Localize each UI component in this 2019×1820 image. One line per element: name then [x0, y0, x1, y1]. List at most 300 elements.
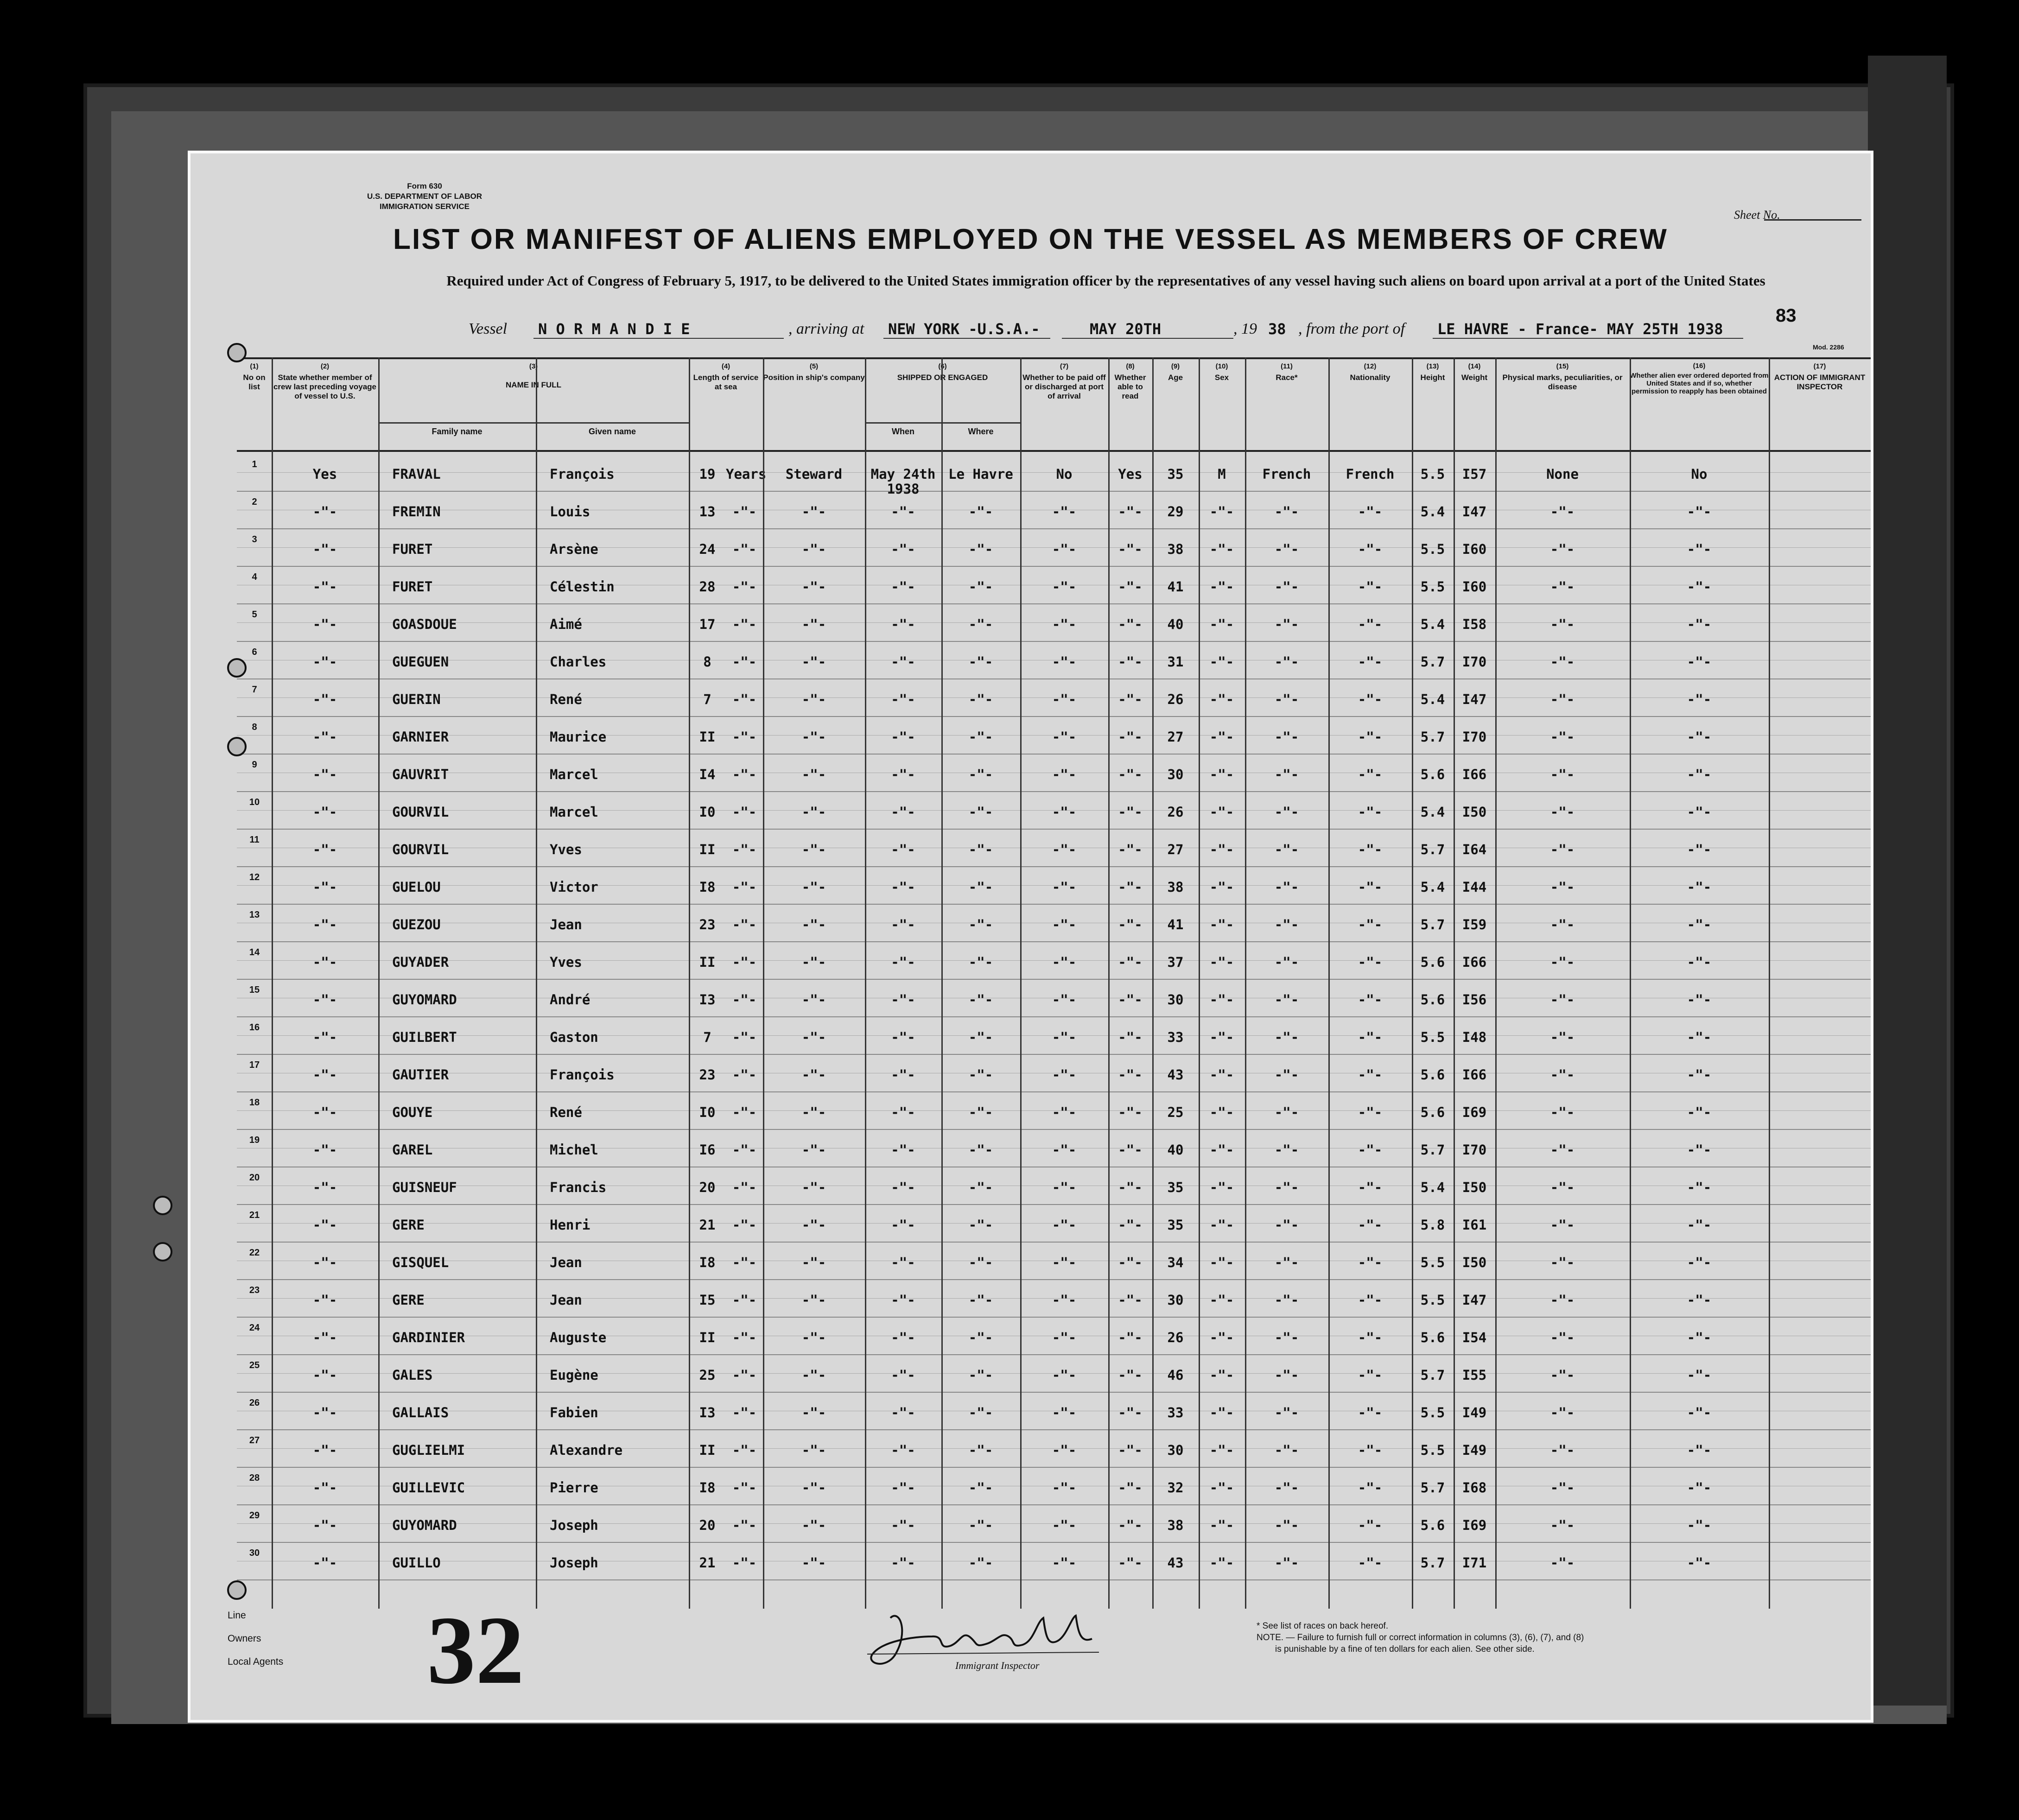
line-number: 25 [249, 1360, 260, 1370]
cell-wt: I57 [1462, 466, 1487, 482]
cell-where: Le Havre [948, 466, 1013, 482]
cell-age: 40 [1167, 616, 1184, 632]
cell-pos: -"- [801, 729, 826, 745]
line-number: 26 [249, 1398, 260, 1408]
cell-age: 26 [1167, 691, 1184, 707]
cell-wt: I64 [1462, 842, 1487, 857]
column-rule [272, 357, 273, 1609]
row-rule [237, 1317, 1871, 1318]
cell-sex: -"- [1209, 992, 1234, 1008]
line-number: 29 [249, 1510, 260, 1521]
cell-race: -"- [1274, 654, 1299, 670]
cell-pos: -"- [801, 1517, 826, 1533]
cell-age: 27 [1167, 729, 1184, 745]
cell-read: -"- [1118, 504, 1143, 520]
cell-ht: 5.6 [1420, 1104, 1445, 1120]
line-number: 16 [249, 1022, 260, 1033]
cell-marks: -"- [1550, 579, 1575, 595]
footer-owners-label: Owners [228, 1633, 261, 1644]
cell-paid: -"- [1052, 616, 1077, 632]
cell-family: GARDINIER [392, 1330, 465, 1345]
cell-sex: -"- [1209, 1180, 1234, 1195]
arrival-port-line [883, 338, 1050, 339]
cell-family: GALES [392, 1367, 433, 1383]
cell-pos: -"- [801, 1104, 826, 1120]
footer-line-label: Line [228, 1610, 246, 1621]
cell-pos: -"- [801, 1442, 826, 1458]
line-number: 12 [249, 872, 260, 882]
cell-given: François [550, 1067, 615, 1083]
cell-given: René [550, 1104, 582, 1120]
cell-race: -"- [1274, 1517, 1299, 1533]
cell-yrs: -"- [732, 729, 757, 745]
cell-sex: -"- [1209, 1217, 1234, 1233]
cell-dep: -"- [1687, 1255, 1712, 1270]
cell-read: -"- [1118, 842, 1143, 857]
cell-marks: -"- [1550, 691, 1575, 707]
cell-race: -"- [1274, 1255, 1299, 1270]
cell-nat: -"- [1358, 1180, 1383, 1195]
cell-ht: 5.7 [1420, 1142, 1445, 1158]
cell-marks: -"- [1550, 804, 1575, 820]
cell-prev: -"- [312, 1217, 337, 1233]
cell-race: -"- [1274, 1067, 1299, 1083]
cell-age: 35 [1167, 1217, 1184, 1233]
cell-given: René [550, 691, 582, 707]
cell-prev: -"- [312, 992, 337, 1008]
cell-wt: I60 [1462, 579, 1487, 595]
cell-pos: -"- [801, 1292, 826, 1308]
cell-age: 25 [1167, 1104, 1184, 1120]
cell-nat: -"- [1358, 954, 1383, 970]
cell-svc: II [699, 1442, 716, 1458]
cell-family: GUILBERT [392, 1029, 457, 1045]
cell-nat: -"- [1358, 1029, 1383, 1045]
cell-nat: -"- [1358, 1517, 1383, 1533]
cell-sex: -"- [1209, 1517, 1234, 1533]
cell-read: -"- [1118, 1292, 1143, 1308]
cell-nat: -"- [1358, 579, 1383, 595]
cell-where: -"- [968, 654, 993, 670]
cell-yrs: -"- [732, 1104, 757, 1120]
cell-wt: I49 [1462, 1442, 1487, 1458]
service: IMMIGRATION SERVICE [380, 202, 470, 211]
cell-paid: -"- [1052, 654, 1077, 670]
cell-when: -"- [891, 954, 915, 970]
cell-given: Jean [550, 917, 582, 932]
cell-dep: -"- [1687, 1217, 1712, 1233]
cell-wt: I47 [1462, 1292, 1487, 1308]
cell-ht: 5.6 [1420, 1517, 1445, 1533]
cell-when: -"- [891, 1405, 915, 1420]
cell-pos: Steward [785, 466, 843, 482]
cell-given: Aimé [550, 616, 582, 632]
cell-prev: -"- [312, 767, 337, 782]
vessel-name-line [533, 338, 784, 339]
cell-pos: -"- [801, 879, 826, 895]
cell-age: 30 [1167, 767, 1184, 782]
cell-dep: -"- [1687, 804, 1712, 820]
column-rule [1245, 357, 1246, 1609]
cell-race: -"- [1274, 879, 1299, 895]
cell-nat: -"- [1358, 1104, 1383, 1120]
header-service-length: (4) Length of service at sea [693, 362, 759, 391]
cell-svc: II [699, 842, 716, 857]
row-rule [237, 1242, 1871, 1243]
row-rule [237, 1204, 1871, 1205]
cell-race: -"- [1274, 1330, 1299, 1345]
cell-read: -"- [1118, 1217, 1143, 1233]
cell-prev: -"- [312, 954, 337, 970]
subheader-rule [378, 422, 689, 424]
cell-when: -"- [891, 1255, 915, 1270]
cell-family: GUELOU [392, 879, 441, 895]
line-number: 13 [249, 910, 260, 920]
cell-when: May 24th [870, 466, 936, 482]
cell-pos: -"- [801, 579, 826, 595]
cell-yrs: -"- [732, 1180, 757, 1195]
cell-prev: -"- [312, 729, 337, 745]
cell-when: -"- [891, 1517, 915, 1533]
cell-wt: I48 [1462, 1029, 1487, 1045]
cell-nat: -"- [1358, 1367, 1383, 1383]
cell-yrs: -"- [732, 504, 757, 520]
cell-read: -"- [1118, 691, 1143, 707]
cell-pos: -"- [801, 1180, 826, 1195]
cell-read: -"- [1118, 654, 1143, 670]
cell-svc: 13 [699, 504, 716, 520]
cell-marks: -"- [1550, 767, 1575, 782]
cell-sex: -"- [1209, 1555, 1234, 1571]
cell-when: -"- [891, 1442, 915, 1458]
cell-given: Fabien [550, 1405, 598, 1420]
column-rule [1630, 357, 1631, 1609]
cell-when: -"- [891, 842, 915, 857]
cell-read: -"- [1118, 1180, 1143, 1195]
line-number: 7 [252, 685, 257, 695]
cell-nat: -"- [1358, 842, 1383, 857]
header-no: (1) No on list [243, 362, 266, 391]
punch-hole [227, 343, 247, 362]
cell-svc: I3 [699, 992, 716, 1008]
cell-sex: -"- [1209, 541, 1234, 557]
cell-family: GERE [392, 1217, 425, 1233]
cell-paid: -"- [1052, 1029, 1077, 1045]
cell-age: 26 [1167, 1330, 1184, 1345]
cell-where: -"- [968, 1029, 993, 1045]
cell-ht: 5.4 [1420, 1180, 1445, 1195]
cell-prev: -"- [312, 1104, 337, 1120]
cell-paid: -"- [1052, 767, 1077, 782]
cell-given: Joseph [550, 1555, 598, 1571]
cell-where: -"- [968, 729, 993, 745]
cell-ht: 5.5 [1420, 579, 1445, 595]
cell-read: -"- [1118, 1255, 1143, 1270]
cell-where: -"- [968, 879, 993, 895]
row-rule [237, 791, 1871, 792]
header-sex: (10) Sex [1214, 362, 1229, 382]
header-weight: (14) Weight [1461, 362, 1488, 382]
cell-race: -"- [1274, 729, 1299, 745]
cell-paid: -"- [1052, 954, 1077, 970]
cell-prev: -"- [312, 917, 337, 932]
cell-family: GUYADER [392, 954, 449, 970]
header-shipped: (6) SHIPPED OR ENGAGED [897, 362, 988, 382]
cell-ht: 5.7 [1420, 1555, 1445, 1571]
mod-number: Mod. 2286 [1813, 343, 1844, 351]
footnote-penalty: NOTE. — Failure to furnish full or correct information in columns (3), (6), (7), and (8) [1257, 1633, 1584, 1642]
cell-prev: -"- [312, 1517, 337, 1533]
cell-wt: I70 [1462, 654, 1487, 670]
cell-when: -"- [891, 1067, 915, 1083]
cell-svc: 23 [699, 917, 716, 932]
cell-sex: -"- [1209, 1029, 1234, 1045]
line-number: 10 [249, 797, 260, 807]
cell-dep: -"- [1687, 879, 1712, 895]
line-number: 5 [252, 609, 257, 620]
row-rule [237, 1467, 1871, 1468]
footer-agents-label: Local Agents [228, 1656, 284, 1667]
cell-when: -"- [891, 1142, 915, 1158]
cell-race: -"- [1274, 1292, 1299, 1308]
cell-yrs: -"- [732, 1442, 757, 1458]
subheader-rule [865, 422, 1020, 424]
cell-nat: -"- [1358, 767, 1383, 782]
cell-prev: -"- [312, 1255, 337, 1270]
cell-paid: -"- [1052, 1292, 1077, 1308]
line-number: 30 [249, 1548, 260, 1558]
from-port-label: , from the port of [1298, 320, 1405, 337]
arrival-date-line [1062, 338, 1233, 339]
header-read: (8) Whether able to read [1114, 362, 1146, 400]
cell-where: -"- [968, 541, 993, 557]
cell-wt: I58 [1462, 616, 1487, 632]
column-rule [1454, 357, 1455, 1609]
cell-marks: -"- [1550, 1142, 1575, 1158]
cell-read: -"- [1118, 1405, 1143, 1420]
header-position: (5) Position in ship's company [763, 362, 865, 382]
cell-svc: 7 [703, 691, 711, 707]
cell-family: GUERIN [392, 691, 441, 707]
cell-where: -"- [968, 1480, 993, 1496]
cell-family: GOASDOUE [392, 616, 457, 632]
cell-family: GOUYE [392, 1104, 433, 1120]
header-deported: (16) Whether alien ever ordered deported from United States and if so, whether permission to reapply has been obtained [1630, 362, 1769, 395]
cell-svc: 7 [703, 1029, 711, 1045]
cell-wt: I70 [1462, 729, 1487, 745]
header-nationality: (12) Nationality [1350, 362, 1390, 382]
column-rule [536, 357, 537, 1609]
cell-svc: I8 [699, 1480, 716, 1496]
cell-where: -"- [968, 804, 993, 820]
row-rule [237, 866, 1871, 867]
cell-svc: 23 [699, 1067, 716, 1083]
arrival-date: MAY 20TH [1090, 320, 1162, 338]
cell-paid: -"- [1052, 917, 1077, 932]
cell-svc: I3 [699, 1405, 716, 1420]
cell-ht: 5.4 [1420, 504, 1445, 520]
cell-pos: -"- [801, 1029, 826, 1045]
cell-where: -"- [968, 1180, 993, 1195]
line-number: 17 [249, 1060, 260, 1070]
cell-when: -"- [891, 729, 915, 745]
cell-yrs: -"- [732, 541, 757, 557]
cell-prev: -"- [312, 1142, 337, 1158]
cell-age: 41 [1167, 579, 1184, 595]
cell-nat: -"- [1358, 1142, 1383, 1158]
cell-wt: I66 [1462, 767, 1487, 782]
cell-paid: -"- [1052, 729, 1077, 745]
cell-read: -"- [1118, 729, 1143, 745]
line-number: 14 [249, 947, 260, 958]
header-when: When [892, 427, 914, 436]
cell-family: GISQUEL [392, 1255, 449, 1270]
cell-dep: -"- [1687, 579, 1712, 595]
cell-family: GUEZOU [392, 917, 441, 932]
cell-where: -"- [968, 954, 993, 970]
row-rule [237, 1354, 1871, 1355]
cell-when: -"- [891, 1029, 915, 1045]
cell-marks: -"- [1550, 992, 1575, 1008]
cell-prev: -"- [312, 1405, 337, 1420]
cell-marks: -"- [1550, 1029, 1575, 1045]
cell-ht: 5.7 [1420, 1480, 1445, 1496]
cell-wt: I61 [1462, 1217, 1487, 1233]
cell-wt: I59 [1462, 917, 1487, 932]
cell-sex: -"- [1209, 1330, 1234, 1345]
cell-wt: I44 [1462, 879, 1487, 895]
cell-yrs: -"- [732, 804, 757, 820]
cell-yrs: -"- [732, 842, 757, 857]
cell-read: -"- [1118, 1555, 1143, 1571]
cell-paid: -"- [1052, 1442, 1077, 1458]
cell-prev: -"- [312, 616, 337, 632]
cell-read: -"- [1118, 1442, 1143, 1458]
cell-sex: -"- [1209, 1442, 1234, 1458]
cell-where: -"- [968, 691, 993, 707]
cell-svc: 21 [699, 1555, 716, 1571]
cell-prev: -"- [312, 842, 337, 857]
cell-sex: -"- [1209, 729, 1234, 745]
cell-read: -"- [1118, 1367, 1143, 1383]
cell-ht: 5.7 [1420, 917, 1445, 932]
department: U.S. DEPARTMENT OF LABOR [367, 192, 483, 201]
cell-nat: -"- [1358, 804, 1383, 820]
cell-svc: II [699, 729, 716, 745]
cell-wt: I71 [1462, 1555, 1487, 1571]
cell-race: -"- [1274, 992, 1299, 1008]
cell-pos: -"- [801, 1555, 826, 1571]
cell-svc: I6 [699, 1142, 716, 1158]
cell-nat: -"- [1358, 1480, 1383, 1496]
cell-marks: -"- [1550, 917, 1575, 932]
cell-when: -"- [891, 1555, 915, 1571]
cell-nat: -"- [1358, 504, 1383, 520]
line-number: 6 [252, 647, 257, 657]
cell-wt: I47 [1462, 691, 1487, 707]
cell-ht: 5.6 [1420, 992, 1445, 1008]
cell-paid: -"- [1052, 1330, 1077, 1345]
cell-pos: -"- [801, 504, 826, 520]
line-number: 9 [252, 760, 257, 770]
cell-yrs: -"- [732, 691, 757, 707]
cell-dep: -"- [1687, 1367, 1712, 1383]
cell-marks: -"- [1550, 1104, 1575, 1120]
cell-ht: 5.4 [1420, 879, 1445, 895]
manifest-sheet [188, 151, 1873, 1723]
punch-hole [227, 737, 247, 756]
cell-race: -"- [1274, 1555, 1299, 1571]
cell-sex: -"- [1209, 879, 1234, 895]
cell-svc: I8 [699, 1255, 716, 1270]
cell-where: -"- [968, 1330, 993, 1345]
column-rule [1412, 357, 1413, 1609]
cell-given: Marcel [550, 767, 598, 782]
cell-wt: I60 [1462, 541, 1487, 557]
cell-pos: -"- [801, 1142, 826, 1158]
cell-age: 35 [1167, 1180, 1184, 1195]
cell-prev: -"- [312, 1480, 337, 1496]
cell-read: -"- [1118, 541, 1143, 557]
cell-when: -"- [891, 541, 915, 557]
header-given-name: Given name [588, 427, 636, 436]
cell-yrs: -"- [732, 1029, 757, 1045]
cell-ht: 5.5 [1420, 1442, 1445, 1458]
cell-race: -"- [1274, 1142, 1299, 1158]
cell-dep: -"- [1687, 691, 1712, 707]
cell-wt: I50 [1462, 804, 1487, 820]
page-title: LIST OR MANIFEST OF ALIENS EMPLOYED ON THE VESSEL AS MEMBERS OF CREW [393, 223, 1668, 255]
cell-when: -"- [891, 1480, 915, 1496]
cell-dep: -"- [1687, 1442, 1712, 1458]
cell-svc: 19 [699, 466, 716, 482]
column-rule [941, 357, 943, 1609]
row-rule [237, 829, 1871, 830]
cell-wt: I54 [1462, 1330, 1487, 1345]
cell-yrs: -"- [732, 579, 757, 595]
cell-family: FRAVAL [392, 466, 441, 482]
cell-read: -"- [1118, 1104, 1143, 1120]
header-name: (3) NAME IN FULL [506, 362, 561, 389]
cell-given: Yves [550, 954, 582, 970]
row-rule [237, 941, 1871, 942]
cell-nat: -"- [1358, 1217, 1383, 1233]
cell-given: Maurice [550, 729, 607, 745]
cell-family: FREMIN [392, 504, 441, 520]
cell-where: -"- [968, 1217, 993, 1233]
header-height: (13) Height [1420, 362, 1445, 382]
column-rule [1495, 357, 1497, 1609]
cell-where: -"- [968, 579, 993, 595]
header-race: (11) Race* [1276, 362, 1298, 382]
header-family-name: Family name [432, 427, 483, 436]
cell-dep: -"- [1687, 1029, 1712, 1045]
cell-nat: -"- [1358, 1330, 1383, 1345]
cell-age: 38 [1167, 1517, 1184, 1533]
cell-when: -"- [891, 917, 915, 932]
line-number: 19 [249, 1135, 260, 1145]
cell-where: -"- [968, 1255, 993, 1270]
cell-svc: 8 [703, 654, 711, 670]
cell-sex: -"- [1209, 1104, 1234, 1120]
row-rule [237, 1392, 1871, 1393]
cell-nat: -"- [1358, 992, 1383, 1008]
cell-nat: -"- [1358, 1442, 1383, 1458]
cell-age: 30 [1167, 1292, 1184, 1308]
cell-wt: I70 [1462, 1142, 1487, 1158]
cell-nat: -"- [1358, 1555, 1383, 1571]
header-bottom-rule [237, 450, 1871, 452]
